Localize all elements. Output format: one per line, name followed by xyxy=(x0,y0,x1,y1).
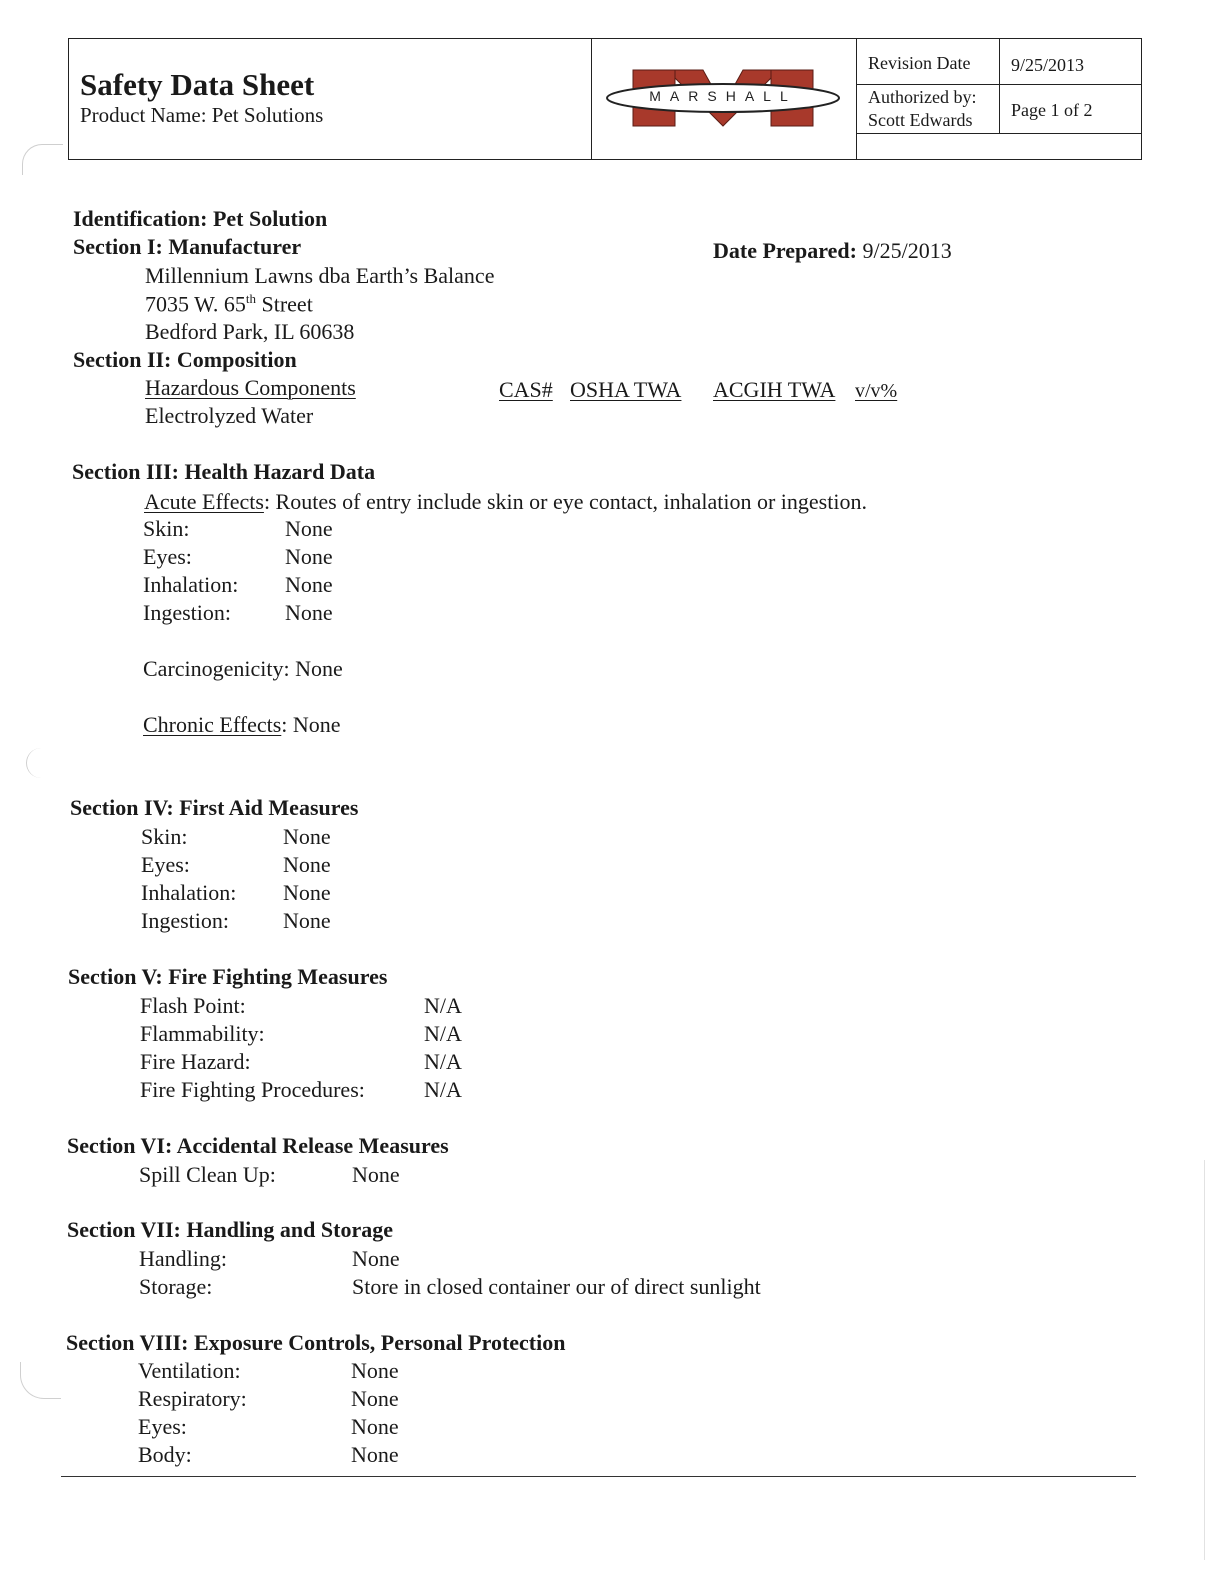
first-aid-row-label: Skin: xyxy=(141,824,188,849)
fire-row-value: N/A xyxy=(424,1021,462,1046)
document-title: Safety Data Sheet xyxy=(80,67,315,102)
exposure-row-value: None xyxy=(351,1414,399,1439)
header-row-line-1 xyxy=(856,84,1141,85)
acgih-twa-header: ACGIH TWA xyxy=(713,377,836,402)
acute-effects-label: Acute Effects xyxy=(144,489,264,514)
section-5-heading: Section V: Fire Fighting Measures xyxy=(68,964,388,989)
handling-value: None xyxy=(352,1246,400,1271)
exposure-row-label: Respiratory: xyxy=(138,1386,247,1411)
scan-hole-mark xyxy=(20,1362,61,1399)
section-3-heading: Section III: Health Hazard Data xyxy=(72,459,376,484)
header-divider-2 xyxy=(856,39,857,159)
revision-date-label: Revision Date xyxy=(868,53,971,73)
exposure-row-label: Ventilation: xyxy=(138,1358,241,1383)
section-2-heading: Section II: Composition xyxy=(73,347,297,372)
date-prepared xyxy=(713,238,952,264)
revision-date-value: 9/25/2013 xyxy=(1011,55,1085,75)
health-row-value: None xyxy=(285,600,333,625)
vv-percent-header: v/v% xyxy=(855,380,898,402)
date-prepared-label: Date Prepared: xyxy=(713,238,857,263)
health-row-label: Ingestion: xyxy=(143,600,231,625)
header-divider-1 xyxy=(591,39,592,159)
handling-label: Handling: xyxy=(139,1246,227,1271)
storage-label: Storage: xyxy=(139,1274,213,1299)
component-electrolyzed-water: Electrolyzed Water xyxy=(145,403,314,428)
exposure-row-value: None xyxy=(351,1358,399,1383)
street-suffix: th xyxy=(245,291,256,306)
cas-header: CAS# xyxy=(499,377,553,402)
first-aid-row-label: Inhalation: xyxy=(141,880,237,905)
first-aid-row-value: None xyxy=(283,880,331,905)
section-7-heading: Section VII: Handling and Storage xyxy=(67,1217,393,1242)
fire-row-label: Fire Fighting Procedures: xyxy=(140,1077,365,1102)
health-row-label: Inhalation: xyxy=(143,572,239,597)
first-aid-row-value: None xyxy=(283,824,331,849)
page-info: Page 1 of 2 xyxy=(1011,100,1093,120)
product-name: Product Name: Pet Solutions xyxy=(80,103,324,127)
first-aid-row-value: None xyxy=(283,852,331,877)
date-prepared-value: 9/25/2013 xyxy=(862,238,952,263)
authorized-label: Authorized by: xyxy=(868,87,977,107)
fire-row-label: Flammability: xyxy=(140,1021,265,1046)
hazardous-components-header: Hazardous Components xyxy=(145,375,356,400)
first-aid-row-label: Eyes: xyxy=(141,852,190,877)
scan-hole-mark xyxy=(26,748,67,778)
marshall-logo xyxy=(605,68,841,128)
header-row-line-2 xyxy=(856,133,1141,134)
header-divider-3 xyxy=(999,39,1000,133)
exposure-row-label: Body: xyxy=(138,1442,192,1467)
exposure-row-value: None xyxy=(351,1442,399,1467)
exposure-row-value: None xyxy=(351,1386,399,1411)
fire-row-value: N/A xyxy=(424,1049,462,1074)
logo-text: MARSHALL xyxy=(649,88,797,104)
authorized-name: Scott Edwards xyxy=(868,110,973,130)
manufacturer-city: Bedford Park, IL 60638 xyxy=(145,319,355,344)
health-row-value: None xyxy=(285,544,333,569)
chronic-effects-text: : None xyxy=(281,712,341,737)
first-aid-row-value: None xyxy=(283,908,331,933)
scan-edge-line xyxy=(1204,1160,1205,1560)
spill-clean-up-value: None xyxy=(352,1162,400,1187)
section-1-heading: Section I: Manufacturer xyxy=(73,234,302,259)
fire-row-label: Fire Hazard: xyxy=(140,1049,251,1074)
carcinogenicity: Carcinogenicity: None xyxy=(143,656,343,681)
section-8-heading: Section VIII: Exposure Controls, Personal Protection xyxy=(66,1330,566,1355)
section-6-heading: Section VI: Accidental Release Measures xyxy=(67,1133,449,1158)
acute-effects-text: : Routes of entry include skin or eye contact, inhalation or ingestion. xyxy=(263,489,867,514)
storage-value: Store in closed container our of direct sunlight xyxy=(352,1274,761,1299)
identification-heading: Identification: Pet Solution xyxy=(73,206,328,231)
fire-row-value: N/A xyxy=(424,993,462,1018)
street-name: Street xyxy=(255,291,313,317)
section-4-heading: Section IV: First Aid Measures xyxy=(70,795,359,820)
health-row-value: None xyxy=(285,572,333,597)
manufacturer-name: Millennium Lawns dba Earth’s Balance xyxy=(145,263,495,288)
acute-effects xyxy=(144,489,867,515)
manufacturer-street xyxy=(145,291,313,317)
bottom-rule xyxy=(61,1476,1136,1477)
spill-clean-up-label: Spill Clean Up: xyxy=(139,1162,276,1187)
fire-row-label: Flash Point: xyxy=(140,993,246,1018)
health-row-label: Skin: xyxy=(143,516,190,541)
scan-hole-mark xyxy=(22,144,63,175)
street-number: 7035 W. 65 xyxy=(145,291,246,317)
health-row-label: Eyes: xyxy=(143,544,192,569)
health-row-value: None xyxy=(285,516,333,541)
chronic-effects xyxy=(143,712,341,738)
first-aid-row-label: Ingestion: xyxy=(141,908,229,933)
osha-twa-header: OSHA TWA xyxy=(570,377,682,402)
fire-row-value: N/A xyxy=(424,1077,462,1102)
chronic-effects-label: Chronic Effects xyxy=(143,712,282,737)
exposure-row-label: Eyes: xyxy=(138,1414,187,1439)
